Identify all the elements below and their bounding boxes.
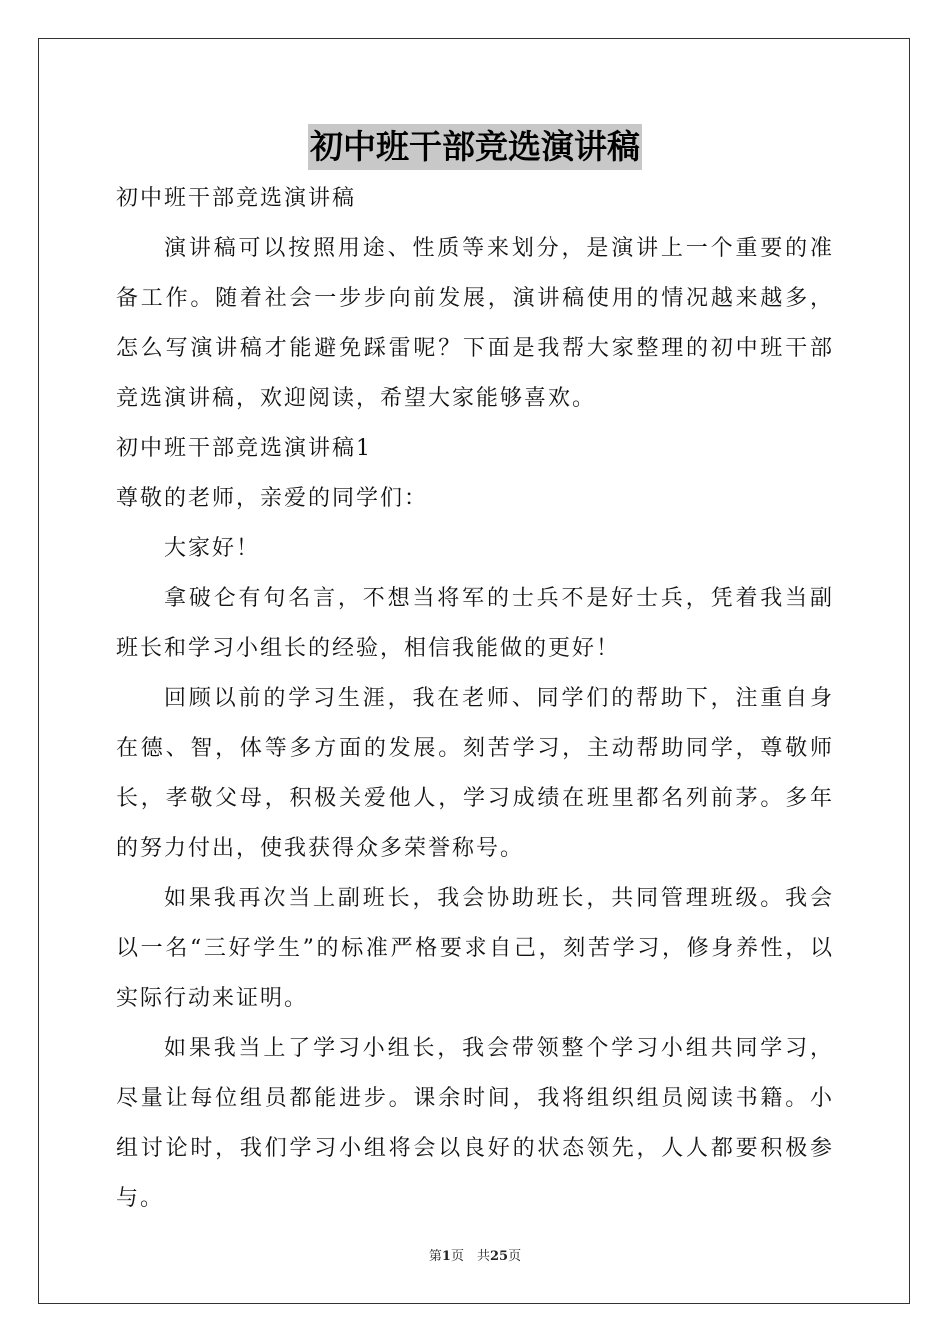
document-title: 初中班干部竞选演讲稿	[308, 124, 642, 170]
title-container	[0, 124, 950, 170]
paragraph: 大家好！	[164, 536, 261, 561]
paragraph: 拿破仑有句名言，不想当将军的士兵不是好士兵，凭着我当副班长和学习小组长的经验，相信我能做的更好！	[116, 586, 834, 661]
paragraph: 演讲稿可以按照用途、性质等来划分，是演讲上一个重要的准备工作。随着社会一步步向前发展，演讲稿使用的情况越来越多，怎么写演讲稿才能避免踩雷呢？下面是我帮大家整理的初中班干部竞选演讲稿，欢迎阅读，希望大家能够喜欢。	[116, 236, 834, 411]
page-label-mid: 页 共	[450, 1249, 490, 1264]
paragraph: 如果我当上了学习小组长，我会带领整个学习小组共同学习，尽量让每位组员都能进步。课余时间，我将组织组员阅读书籍。小组讨论时，我们学习小组将会以良好的状态领先，人人都要积极参与。	[116, 1036, 834, 1211]
page-total-number: 25	[489, 1249, 509, 1264]
section-heading: 初中班干部竞选演讲稿1	[116, 436, 372, 461]
page-footer	[0, 1245, 950, 1264]
page-label-suffix: 页	[508, 1249, 522, 1264]
paragraph: 如果我再次当上副班长，我会协助班长，共同管理班级。我会以一名“三好学生”的标准严格要求自己，刻苦学习，修身养性，以实际行动来证明。	[116, 886, 834, 1011]
paragraph: 回顾以前的学习生涯，我在老师、同学们的帮助下，注重自身在德、智，体等多方面的发展。刻苦学习，主动帮助同学，尊敬师长，孝敬父母，积极关爱他人，学习成绩在班里都名列前茅。多年的努力付出，使我获得众多荣誉称号。	[116, 686, 834, 861]
document-body	[116, 174, 834, 1224]
page-label-prefix: 第	[428, 1249, 442, 1264]
salutation: 尊敬的老师，亲爱的同学们：	[116, 486, 429, 511]
page-current-number: 1	[441, 1249, 451, 1264]
paragraph: 初中班干部竞选演讲稿	[116, 186, 357, 211]
